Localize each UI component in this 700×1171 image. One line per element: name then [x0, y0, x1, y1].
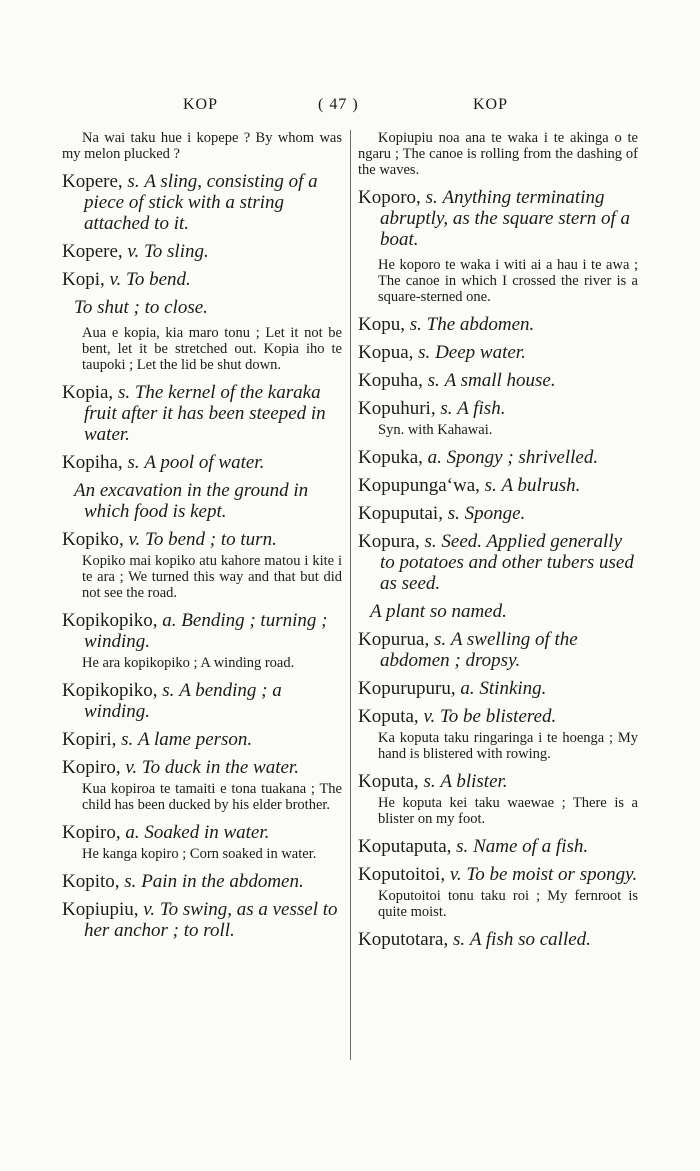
- column-divider: [350, 130, 351, 1060]
- example-text: Koputoitoi tonu taku roi ; My fernroot is quite moist.: [378, 888, 638, 920]
- entry: Kopua, s. Deep water.: [358, 342, 526, 363]
- entry: Kopere, s. A sling, consisting of a piece of stick with a string attached to it.: [62, 171, 318, 234]
- entry: Kopi, v. To bend.: [62, 269, 191, 290]
- entry: Kopikopiko, a. Bending ; turning ; winding.: [62, 610, 328, 652]
- entry: Kopiupiu, v. To swing, as a vessel to her anchor ; to roll.: [62, 899, 338, 941]
- page-header: [0, 96, 700, 120]
- entry: Kopuka, a. Spongy ; shrivelled.: [358, 447, 599, 468]
- entry: Koputoitoi, v. To be moist or spongy.: [358, 864, 638, 885]
- example-text: Ka koputa taku ringaringa i te hoenga ; My hand is blistered with rowing.: [378, 730, 638, 762]
- sub-definition: An excavation in the ground in which food is kept.: [74, 480, 309, 522]
- entry: Kopiro, v. To duck in the water.: [62, 757, 299, 778]
- header-right-guideword: KOP: [473, 96, 509, 113]
- entry: Koputa, v. To be blistered.: [358, 706, 557, 727]
- page-number: ( 47 ): [318, 96, 359, 113]
- entry: Kopikopiko, s. A bending ; a winding.: [62, 680, 282, 722]
- entry: Kopiko, v. To bend ; to turn.: [62, 529, 277, 550]
- entry: Kopiro, a. Soaked in water.: [62, 822, 270, 843]
- left-column: [62, 130, 342, 948]
- entry: Koputotara, s. A fish so called.: [358, 929, 591, 950]
- example-text: He ara kopikopiko ; A winding road.: [82, 655, 295, 671]
- example-text: He koporo te waka i witi ai a hau i te awa ; The canoe in which I crossed the river is a square-sterned one.: [378, 257, 638, 305]
- example-text: Kopiko mai kopiko atu kahore matou i kite i te ara ; We turned this way and that but did not see the road.: [82, 553, 342, 601]
- entry: Koputa, s. A blister.: [358, 771, 508, 792]
- example-text: Na wai taku hue i kopepe ? By whom was my melon plucked ?: [62, 130, 342, 162]
- entry: Kopu, s. The abdomen.: [358, 314, 535, 335]
- entry: Kopurupuru, a. Stinking.: [358, 678, 547, 699]
- example-text: He kanga kopiro ; Corn soaked in water.: [82, 846, 317, 862]
- example-text: He koputa kei taku waewae ; There is a blister on my foot.: [378, 795, 638, 827]
- sub-definition: To shut ; to close.: [74, 297, 208, 318]
- entry: Kopupunga‘wa, s. A bulrush.: [358, 475, 581, 496]
- entry: Kopia, s. The kernel of the karaka fruit after it has been steeped in water.: [62, 382, 326, 445]
- example-text: Aua e kopia, kia maro tonu ; Let it not be bent, let it be stretched out. Kopia iho te taupoki ; Let the lid be shut down.: [82, 325, 342, 373]
- example-text: Kopiupiu noa ana te waka i te akinga o te ngaru ; The canoe is rolling from the dashing of the waves.: [358, 130, 638, 178]
- right-column: [358, 130, 638, 957]
- entry: Kopuha, s. A small house.: [358, 370, 556, 391]
- entry: Kopere, v. To sling.: [62, 241, 209, 262]
- entry: Koporo, s. Anything terminating abruptly, as the square stern of a boat.: [358, 187, 630, 250]
- entry: Kopiri, s. A lame person.: [62, 729, 253, 750]
- example-text: Syn. with Kahawai.: [378, 422, 493, 438]
- entry: Kopura, s. Seed. Applied generally to potatoes and other tubers used as seed.: [358, 531, 634, 594]
- entry: Kopuputai, s. Sponge.: [358, 503, 526, 524]
- entry: Koputaputa, s. Name of a fish.: [358, 836, 589, 857]
- entry: Kopiha, s. A pool of water.: [62, 452, 265, 473]
- entry: Kopito, s. Pain in the abdomen.: [62, 871, 304, 892]
- sub-definition: A plant so named.: [370, 601, 507, 622]
- header-left-guideword: KOP: [183, 96, 219, 113]
- entry: Kopurua, s. A swelling of the abdomen ; dropsy.: [358, 629, 578, 671]
- example-text: Kua kopiroa te tamaiti e tona tuakana ; The child has been ducked by his elder brother.: [82, 781, 342, 813]
- entry: Kopuhuri, s. A fish.: [358, 398, 506, 419]
